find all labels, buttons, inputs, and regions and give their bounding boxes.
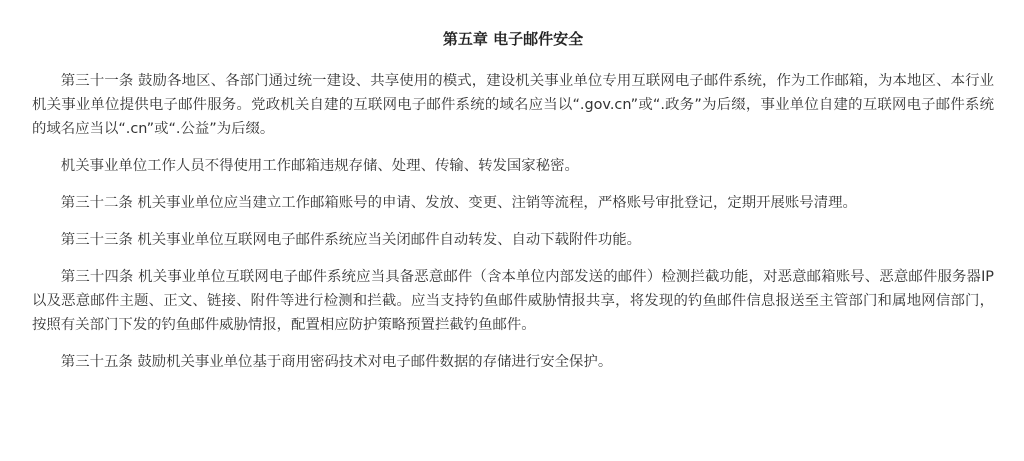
article-35: 第三十五条 鼓励机关事业单位基于商用密码技术对电子邮件数据的存储进行安全保护。 bbox=[60, 354, 613, 370]
article-32: 第三十二条 机关事业单位应当建立工作邮箱账号的申请、发放、变更、注销等流程，严格账号审批登记，定期开展账号清理。 bbox=[60, 195, 857, 211]
article-31: 第三十一条 鼓励各地区、各部门通过统一建设、共享使用的模式，建设机关事业单位专用互联网电子邮件系统，作为工作邮箱，为本地区、本行业机关事业单位提供电子邮件服务。党政机关自建的互联网电子邮件系统的域名应当以“.gov.cn”或“.政务”为后缀，事业单位自建的互联网电子邮件系统的域名应当以“.cn”或“.公益”为后缀。 bbox=[32, 73, 994, 137]
article-33: 第三十三条 机关事业单位互联网电子邮件系统应当关闭邮件自动转发、自动下载附件功能。 bbox=[60, 232, 641, 248]
article-34: 第三十四条 机关事业单位互联网电子邮件系统应当具备恶意邮件（含本单位内部发送的邮件）检测拦截功能，对恶意邮箱账号、恶意邮件服务器IP以及恶意邮件主题、正文、链接、附件等进行检测和拦截。应当支持钓鱼邮件威胁情报共享，将发现的钓鱼邮件信息报送至主管部门和属地网信部门，按照有关部门下发的钓鱼邮件威胁情报，配置相应防护策略预置拦截钓鱼邮件。 bbox=[32, 269, 994, 333]
chapter-title: 第五章 电子邮件安全 bbox=[442, 30, 584, 48]
article-31-paragraph-2: 机关事业单位工作人员不得使用工作邮箱违规存储、处理、传输、转发国家秘密。 bbox=[60, 158, 579, 174]
